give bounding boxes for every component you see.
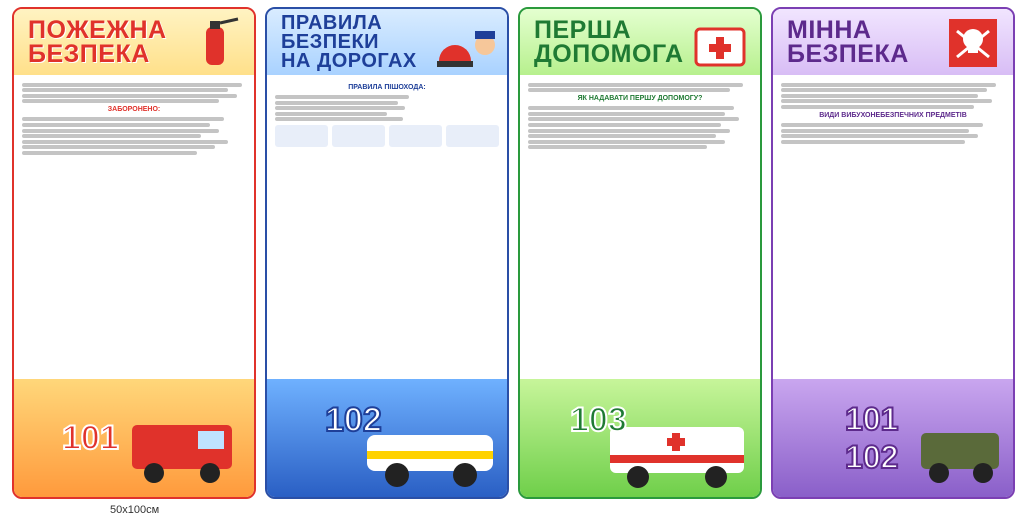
road-signs-grid [275, 125, 499, 147]
warning-sign-icon [446, 125, 499, 147]
poster-body [14, 75, 254, 163]
poster-footer [773, 379, 1013, 497]
body-text [22, 117, 246, 155]
section-heading: ВИДИ ВИБУХОНЕБЕЗПЕЧНИХ ПРЕДМЕТІВ [819, 111, 967, 119]
poster-fire-safety [12, 7, 256, 499]
body-text [528, 83, 752, 93]
poster-header [14, 9, 254, 75]
section-heading: ЗАБОРОНЕНО: [107, 106, 161, 114]
poster-mine-safety [771, 7, 1015, 499]
first-aid-kit-icon [682, 17, 752, 69]
poster-footer [14, 379, 254, 497]
fire-truck-icon [128, 385, 240, 489]
body-text [275, 95, 499, 121]
police-siren-icon [429, 17, 499, 69]
poster-header [520, 9, 760, 75]
emergency-number: 102 [845, 439, 899, 475]
poster-footer [267, 379, 507, 497]
fire-extinguisher-icon [176, 17, 246, 69]
body-text [781, 123, 1005, 144]
emergency-number: 102 [325, 401, 382, 439]
crosswalk-sign-icon [332, 125, 385, 147]
emergency-number: 103 [570, 401, 627, 439]
poster-header [773, 9, 1013, 75]
poster-footer [520, 379, 760, 497]
section-heading: ЯК НАДАВАТИ ПЕРШУ ДОПОМОГУ? [577, 95, 703, 103]
poster-body [267, 75, 507, 153]
size-caption: 50x100см [110, 504, 160, 516]
poster-first-aid [518, 7, 762, 499]
poster-title: МІННА БЕЗПЕКА [787, 16, 909, 68]
body-text [22, 83, 246, 104]
poster-body [773, 75, 1013, 151]
section-heading: ПРАВИЛА ПІШОХОДА: [348, 84, 426, 91]
military-vehicle-icon [915, 393, 1005, 489]
bus-stop-icon [389, 125, 442, 147]
poster-title: ПРАВИЛА БЕЗПЕКИ НА ДОРОГАХ [281, 11, 417, 72]
body-text [781, 83, 1005, 109]
body-text [528, 106, 752, 149]
emergency-number: 101 [62, 419, 119, 457]
poster-title: ПОЖЕЖНА БЕЗПЕКА [28, 16, 167, 68]
poster-road-safety [265, 7, 509, 499]
emergency-number: 101 [845, 401, 899, 437]
police-car-icon [361, 401, 501, 491]
traffic-light-icon [275, 125, 328, 147]
skull-warning-icon [935, 17, 1005, 69]
poster-title: ПЕРША ДОПОМОГА [534, 16, 684, 68]
poster-body [520, 75, 760, 157]
poster-header [267, 9, 507, 75]
